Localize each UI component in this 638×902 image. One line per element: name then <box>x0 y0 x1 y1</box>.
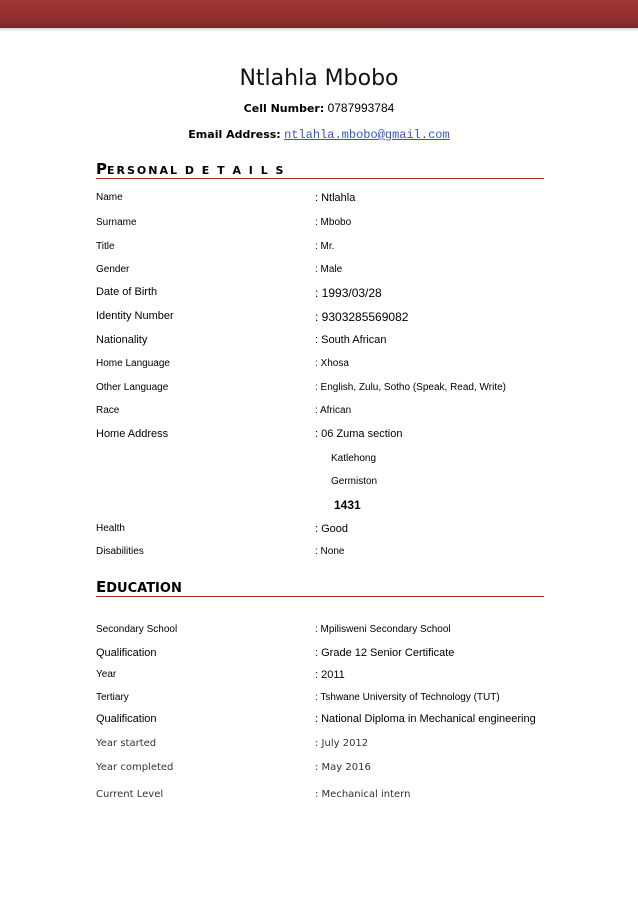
personal-row-health <box>96 523 566 539</box>
cell-number-line <box>0 101 638 115</box>
row-value: : Ntlahla <box>315 192 356 204</box>
row-label: Qualification <box>96 647 157 659</box>
education-heading <box>96 578 544 597</box>
row-label: Surname <box>96 217 137 228</box>
heading-initial: E <box>96 578 107 596</box>
personal-details-heading <box>96 160 544 179</box>
row-value: Katlehong <box>331 453 377 464</box>
row-label: Qualification <box>96 713 157 725</box>
row-label: Name <box>96 192 123 203</box>
row-value: : Xhosa <box>315 358 349 369</box>
row-label: Year started <box>96 738 157 749</box>
row-label: Other Language <box>96 382 169 393</box>
row-value: : African <box>315 405 352 416</box>
row-label: Current Level <box>96 789 164 800</box>
row-value: : None <box>315 546 345 557</box>
address-line-2 <box>96 453 566 469</box>
row-value: : Mbobo <box>315 217 352 228</box>
row-value: 1431 <box>334 498 361 512</box>
heading-rest: DUCATION <box>106 581 182 596</box>
row-value: : 9303285569082 <box>315 310 409 324</box>
header-shadow <box>0 28 638 31</box>
row-label: Gender <box>96 264 130 275</box>
heading-rest: ERSONAL D E T A I L S <box>107 164 286 177</box>
row-value: : Mr. <box>315 241 335 252</box>
row-label: Race <box>96 405 120 416</box>
education-row-current-level <box>96 789 566 805</box>
education-row-year-started <box>96 738 566 754</box>
row-value: : Grade 12 Senior Certificate <box>315 647 455 659</box>
personal-row-title <box>96 241 566 257</box>
education-row-qualification <box>96 647 566 663</box>
personal-row-nationality <box>96 334 566 350</box>
candidate-name: Ntlahla Mbobo <box>239 66 399 91</box>
row-value: : Good <box>315 523 349 535</box>
row-label: Tertiary <box>96 692 129 703</box>
personal-row-disabilities <box>96 546 566 562</box>
row-label: Nationality <box>96 334 148 346</box>
row-value: : 1993/03/28 <box>315 286 382 300</box>
row-value: : May 2016 <box>315 762 371 773</box>
row-value: : Tshwane University of Technology (TUT) <box>315 692 500 703</box>
row-value: : English, Zulu, Sotho (Speak, Read, Write) <box>315 382 507 393</box>
row-value: : Mechanical intern <box>315 789 411 800</box>
row-label: Date of Birth <box>96 286 158 298</box>
cell-number-label: Cell Number: <box>243 102 325 115</box>
education-row-secondary-school <box>96 624 566 640</box>
row-value: : 2011 <box>315 669 345 681</box>
personal-row-home-address <box>96 428 566 444</box>
row-value: : 06 Zuma section <box>315 428 403 440</box>
row-label: Year completed <box>96 762 174 773</box>
personal-row-gender <box>96 264 566 280</box>
personal-row-home-language <box>96 358 566 374</box>
row-value: : National Diploma in Mechanical engineering <box>315 713 536 725</box>
row-value: : Male <box>315 264 343 275</box>
row-label: Disabilities <box>96 546 144 557</box>
row-label: Home Language <box>96 358 170 369</box>
row-label: Secondary School <box>96 624 178 635</box>
row-label: Year <box>96 669 117 680</box>
personal-row-other-language <box>96 382 566 398</box>
email-line <box>0 127 638 142</box>
address-line-3 <box>96 476 566 492</box>
education-row-tertiary-qualification <box>96 713 566 729</box>
row-value: : South African <box>315 334 387 346</box>
education-row-year <box>96 669 566 685</box>
email-label: Email Address: <box>188 128 281 141</box>
personal-row-id <box>96 310 566 326</box>
cell-number-value: 0787993784 <box>327 101 395 115</box>
header-color-bar <box>0 0 638 28</box>
row-label: Title <box>96 241 115 252</box>
row-value: : Mpilisweni Secondary School <box>315 624 451 635</box>
heading-initial: P <box>96 160 107 178</box>
email-link[interactable]: ntlahla.mbobo@gmail.com <box>284 128 450 142</box>
personal-row-surname <box>96 217 566 233</box>
personal-row-name <box>96 192 566 208</box>
row-label: Health <box>96 523 125 534</box>
personal-row-race <box>96 405 566 421</box>
row-label: Home Address <box>96 428 169 440</box>
education-row-tertiary <box>96 692 566 708</box>
personal-row-dob <box>96 286 566 302</box>
row-label: Identity Number <box>96 310 174 322</box>
row-value: : July 2012 <box>315 738 369 749</box>
address-line-4 <box>96 498 566 514</box>
row-value: Germiston <box>331 476 378 487</box>
education-row-year-completed <box>96 762 566 778</box>
